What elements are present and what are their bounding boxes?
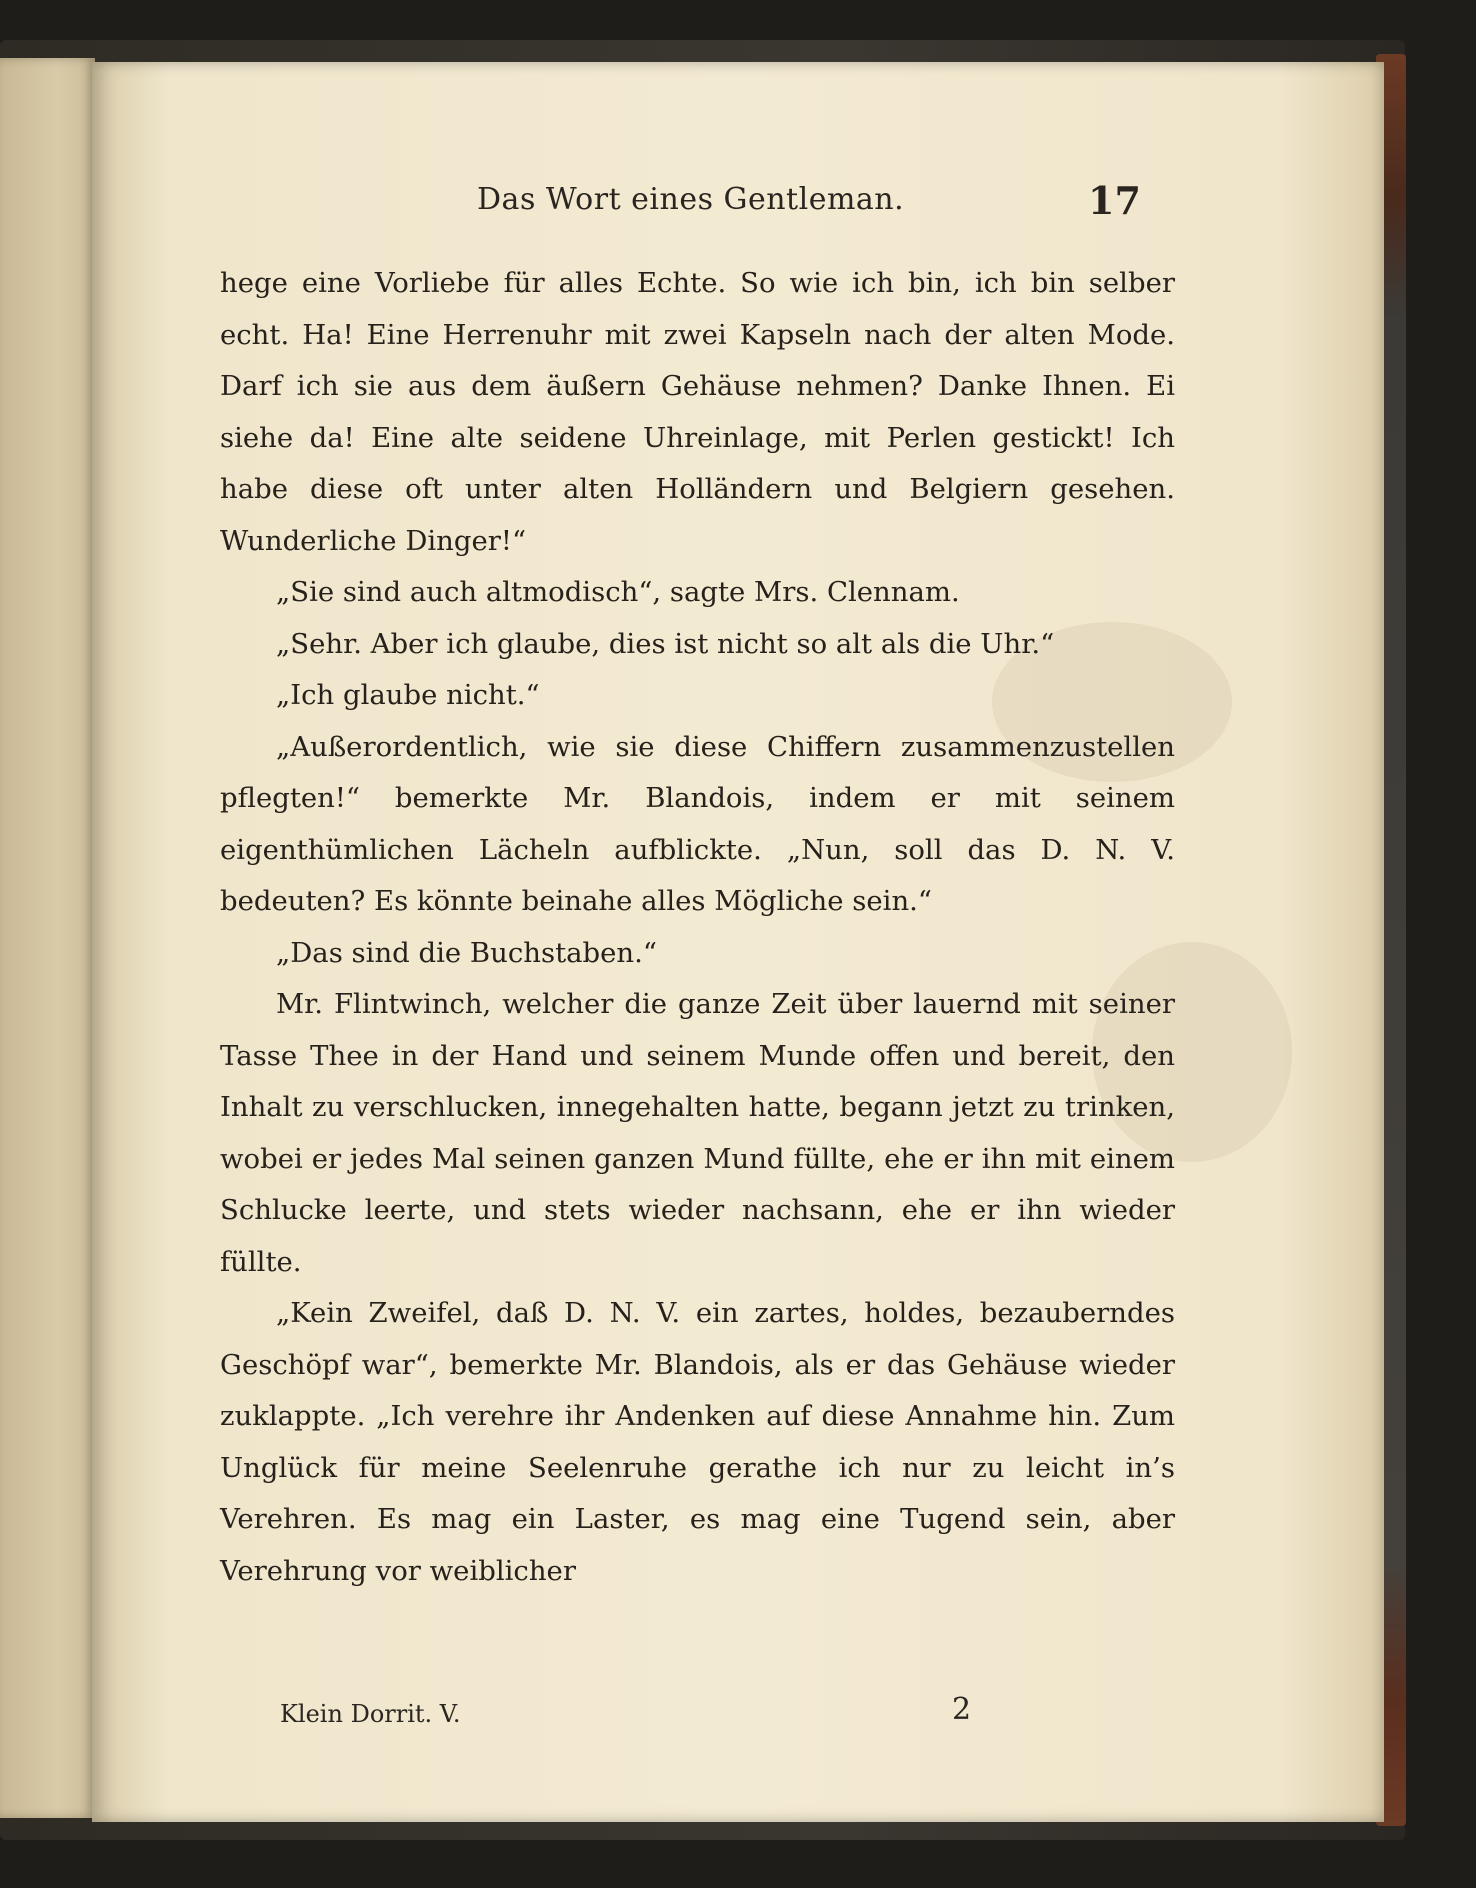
paragraph: hege eine Vorliebe für alles Echte. So wie ich bin, ich bin selber echt. Ha! Eine Herrenuhr mit zwei Kapseln nach der alten Mode. Darf ich sie aus dem äußern Gehäuse nehmen? Danke Ihnen. Ei siehe da! Eine alte seidene Uhreinlage, mit Perlen gestickt! Ich habe diese oft unter alten Holländern und Belgiern gesehen. Wunderliche Dinger!“	[220, 267, 1175, 557]
paragraph: „Sie sind auch altmodisch“, sagte Mrs. Clennam.	[276, 576, 960, 608]
paragraph: „Sehr. Aber ich glaube, dies ist nicht so alt als die Uhr.“	[276, 627, 1055, 660]
page-number: 17	[1088, 178, 1141, 223]
previous-page-edge	[0, 58, 95, 1818]
paragraph: Mr. Flintwinch, welcher die ganze Zeit über lauernd mit seiner Tasse Thee in der Hand und seinem Munde offen und bereit, den Inhalt zu verschlucken, innegehalten hatte, begann jetzt zu trinken, wobei er jedes Mal seinen ganzen Mund füllte, ehe er ihn mit einem Schlucke leerte, und stets wieder nachsann, ehe er ihn wieder füllte.	[220, 988, 1175, 1278]
body-text	[220, 258, 1175, 1597]
signature-mark: Klein Dorrit. V.	[280, 1700, 461, 1728]
book-page	[92, 62, 1384, 1822]
paragraph: „Ich glaube nicht.“	[276, 679, 540, 711]
paragraph: „Außerordentlich, wie sie diese Chiffern zusammenzustellen pflegten!“ bemerkte Mr. Blandois, indem er mit seinem eigenthümlichen Lächeln aufblickte. „Nun, soll das D. N. V. bedeuten? Es könnte beinahe alles Mögliche sein.“	[220, 730, 1175, 917]
paragraph: „Das sind die Buchstaben.“	[276, 936, 657, 969]
running-head: Das Wort eines Gentleman.	[477, 182, 905, 217]
paragraph: „Kein Zweifel, daß D. N. V. ein zartes, holdes, bezauberndes Geschöpf war“, bemerkte Mr. Blandois, als er das Gehäuse wieder zuklappte. „Ich verehre ihr Andenken auf diese Annahme hin. Zum Unglück für meine Seelenruhe gerathe ich nur zu leicht in’s Verehren. Es mag ein Laster, es mag eine Tugend sein, aber Verehrung vor weiblicher	[220, 1297, 1175, 1587]
sheet-number: 2	[952, 1692, 972, 1727]
